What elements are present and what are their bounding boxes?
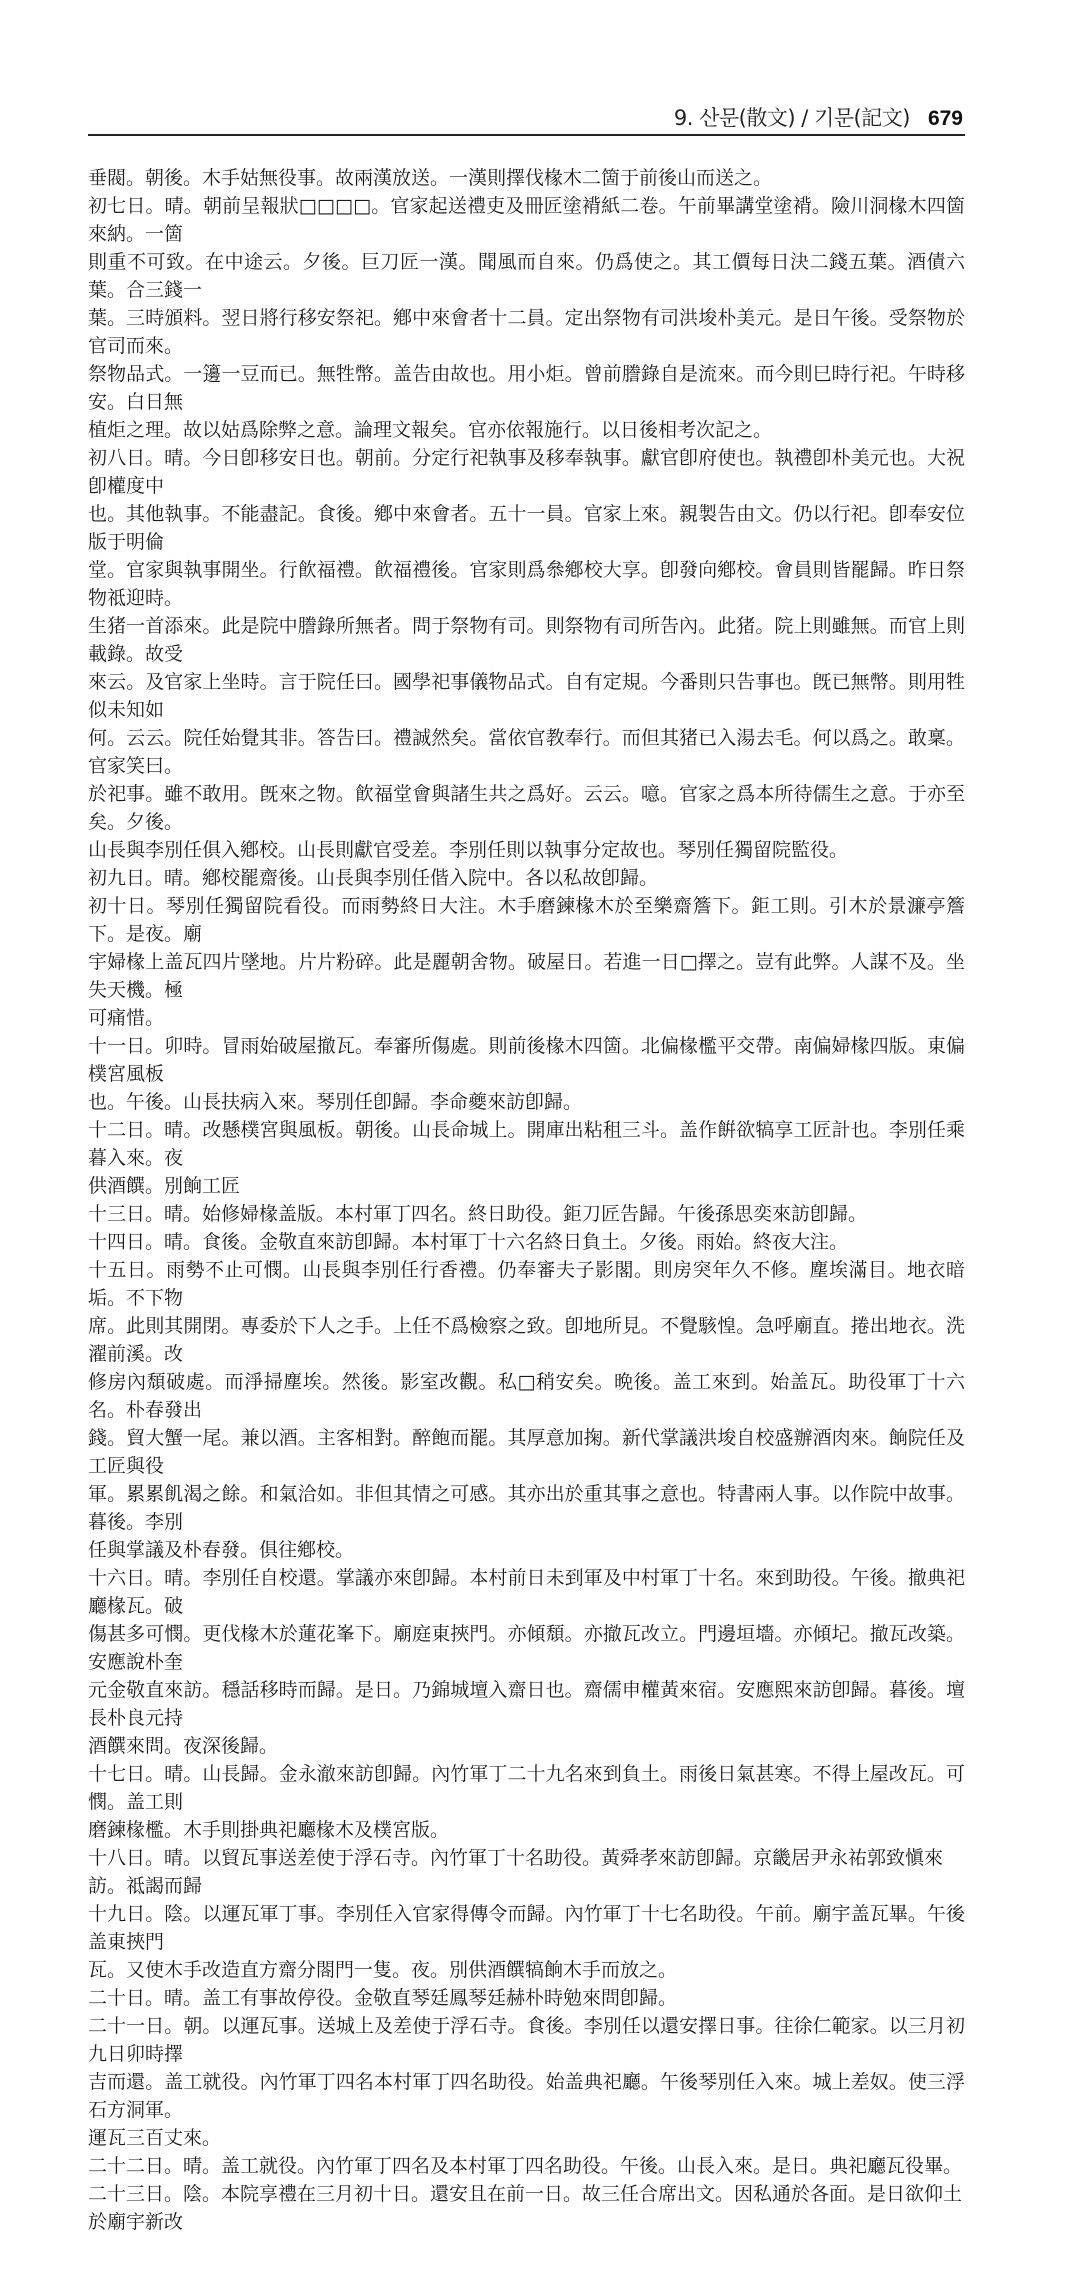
diary-text [88,0,965,2276]
text-line: 席。此則其開閉。專委於下人之手。上任不爲檢察之致。卽地所見。不覺駭惶。急呼廟直。捲出地衣。洗濯前溪。改 [88,1315,965,1365]
diary-entry [88,1984,965,2012]
text-line: 祭物品式。一籩一豆而已。無牲幣。盖告由故也。用小炬。曾前謄錄自是流來。而今則巳時行祀。午時移安。白日無 [88,363,965,413]
diary-entry [88,1116,965,1200]
diary-entry [88,864,965,892]
text-line: 於祀事。雖不敢用。旣來之物。飮福堂會與諸生共之爲好。云云。噫。官家之爲本所待儒生之意。于亦至矣。夕後。 [88,783,965,833]
text-line: 十四日。晴。食後。金敬直來訪卽歸。本村軍丁十六名終日負土。夕後。雨始。終夜大注。 [88,1231,849,1253]
text-line: 供酒饌。別餉工匠 [88,1175,241,1197]
text-line: 任與掌議及朴春發。俱往鄕校。 [88,1539,355,1561]
text-line: 則重不可致。在中途云。夕後。巨刀匠一漢。聞風而自來。仍爲使之。其工價每日決二錢五葉。酒債六葉。合三錢一 [88,251,965,301]
text-line: 葉。三時頒料。翌日將行移安祭祀。鄕中來會者十二員。定出祭物有司洪埈朴美元。是日午後。受祭物於官司而來。 [88,307,965,357]
text-line: 生猪一首添來。此是院中謄錄所無者。問于祭物有司。則祭物有司所告內。此猪。院上則雖無。而官上則載錄。故受 [88,615,965,665]
text-line: 十二日。晴。改懸樸宮與風板。朝後。山長命城上。開庫出粘租三斗。盖作餠欲犒享工匠計也。李別任乘暮入來。夜 [88,1119,965,1169]
text-line: 十七日。晴。山長歸。金永澈來訪卽歸。內竹軍丁二十九名來到負土。雨後日氣甚寒。不得上屋改瓦。可憫。盖工則 [88,1763,965,1813]
text-line: 傷甚多可憫。更伐椽木於蓮花峯下。廟庭東挾門。亦傾頹。亦撤瓦改立。門邊垣墻。亦傾圮。撤瓦改築。安應說朴奎 [88,1623,965,1673]
text-line: 二十二日。晴。盖工就役。內竹軍丁四名及本村軍丁四名助役。午後。山長入來。是日。典祀廳瓦役畢。 [88,2155,963,2177]
diary-entry [88,1900,965,1984]
text-line: 宇婦椽上盖瓦四片墜地。片片粉碎。此是麗朝舍物。破屋日。若進一日□擇之。豈有此弊。人謀不及。坐失天機。極 [88,951,965,1001]
text-line: 也。午後。山長扶病入來。琴別任卽歸。李命夔來訪卽歸。 [88,1091,583,1113]
diary-entry [88,1564,965,1760]
text-line: 山長與李別任俱入鄕校。山長則獻官受差。李別任則以執事分定故也。琴別任獨留院監役。 [88,839,849,861]
diary-entry [88,892,965,1032]
text-line: 十三日。晴。始修婦椽盖版。本村軍丁四名。終日助役。鉅刀匠告歸。午後孫思奕來訪卽歸。 [88,1203,868,1225]
text-line: 錢。貿大蟹一尾。兼以酒。主客相對。醉飽而罷。其厚意加掬。新代掌議洪埈自校盛辦酒肉來。餉院任及工匠與役 [88,1427,965,1477]
text-line: 可痛惜。 [88,1007,165,1029]
diary-entry [88,2012,965,2152]
text-line: 何。云云。院任始覺其非。答告曰。禮誠然矣。當依官教奉行。而但其猪已入湯去毛。何以爲之。敢稟。官家笑曰。 [88,727,965,777]
text-line: 十八日。晴。以貿瓦事送差使于浮石寺。內竹軍丁十名助役。黃舜孝來訪卽歸。京畿居尹永祐郭致愼來訪。祗謁而歸 [88,1847,944,1897]
text-line: 二十一日。朝。以運瓦事。送城上及差使于浮石寺。食後。李別任以還安擇日事。往徐仁範家。以三月初九日卯時擇 [88,2015,965,2065]
text-line: 磨鍊椽檻。木手則掛典祀廳椽木及樸宮版。 [88,1819,450,1841]
text-line: 也。其他執事。不能盡記。食後。鄕中來會者。五十一員。官家上來。親製告由文。仍以行祀。卽奉安位版于明倫 [88,503,965,553]
diary-entry [88,1760,965,1844]
text-line: 吉而還。盖工就役。內竹軍丁四名本村軍丁四名助役。始盖典祀廳。午後琴別任入來。城上差奴。使三浮石方洞軍。 [88,2071,965,2121]
text-line: 瓦。又使木手改造直方齋分閤門一隻。夜。別供酒饌犒餉木手而放之。 [88,1959,678,1981]
section-title: 9. 산문(散文) / 기문(記文) [673,106,910,130]
diary-entry [88,164,965,192]
text-line: 二十日。晴。盖工有事故停役。金敬直琴廷鳳琴廷赫朴時勉來問卽歸。 [88,1987,678,2009]
diary-entry [88,2152,965,2180]
text-line: 運瓦三百丈來。 [88,2127,222,2149]
text-line: 酒饌來問。夜深後歸。 [88,1735,279,1757]
text-line: 初八日。晴。今日卽移安日也。朝前。分定行祀執事及移奉執事。獻官卽府使也。執禮卽朴美元也。大祝卽權度中 [88,447,965,497]
text-line: 十九日。陰。以運瓦軍丁事。李別任入官家得傳令而歸。內竹軍丁十七名助役。午前。廟宇盖瓦畢。午後盖東挾門 [88,1903,965,1953]
diary-entry [88,1844,965,1900]
text-line: 軍。累累飢渴之餘。和氣洽如。非但其情之可感。其亦出於重其事之意也。特書兩人事。以作院中故事。暮後。李別 [88,1483,965,1533]
text-line: 十六日。晴。李別任自校還。掌議亦來卽歸。本村前日未到軍及中村軍丁十名。來到助役。午後。撤典祀廳椽瓦。破 [88,1567,965,1617]
text-line: 修房內頹破處。而淨掃塵埃。然後。影室改觀。私□稍安矣。晩後。盖工來到。始盖瓦。助役軍丁十六名。朴春發出 [88,1371,965,1421]
diary-entry [88,1200,965,1228]
diary-entry [88,192,965,444]
diary-entry [88,1228,965,1256]
diary-entry [88,1032,965,1116]
text-line: 十一日。卯時。冒雨始破屋撤瓦。奉審所傷處。則前後椽木四箇。北偏椽檻平交帶。南偏婦椽四版。東偏樸宮風板 [88,1035,965,1085]
text-line: 植炬之理。故以姑爲除弊之意。論理文報矣。官亦依報施行。以日後相考次記之。 [88,419,773,441]
text-line: 初十日。琴別任獨留院看役。而雨勢終日大注。木手磨鍊椽木於至樂齋簷下。鉅工則。引木於景濂亭簷下。是夜。廟 [88,895,965,945]
text-line: 來云。及官家上坐時。言于院任曰。國學祀事儀物品式。自有定規。今番則只告事也。旣已無幣。則用牲似未知如 [88,671,965,721]
text-line: 初九日。晴。鄕校罷齋後。山長與李別任偕入院中。各以私故卽歸。 [88,867,659,889]
text-line: 垂閥。朝後。木手姑無役事。故兩漢放送。一漢則擇伐椽木二箇于前後山而送之。 [88,167,773,189]
diary-entry [88,444,965,864]
text-line: 十五日。雨勢不止可憫。山長與李別任行香禮。仍奉審夫子影閣。則房突年久不修。塵埃滿目。地衣暗垢。不下物 [88,1259,965,1309]
text-line: 初七日。晴。朝前呈報狀□□□□。官家起送禮吏及冊匠塗褙紙二卷。午前畢講堂塗褙。險川洞椽木四箇來納。一箇 [88,195,965,245]
text-line: 二十三日。陰。本院享禮在三月初十日。還安且在前一日。故三任合席出文。因私通於各面。是日欲仰土於廟宇新改 [88,2183,963,2233]
text-line: 元金敬直來訪。穩話移時而歸。是日。乃錦城壇入齋日也。齋儒申權黃來宿。安應熙來訪卽歸。暮後。壇長朴良元持 [88,1679,965,1729]
text-line: 堂。官家與執事開坐。行飮福禮。飮福禮後。官家則爲叅鄕校大享。卽發向鄕校。會員則皆罷歸。昨日祭物祗迎時。 [88,559,965,609]
diary-entry [88,2180,965,2236]
page-number: 679 [927,107,963,130]
